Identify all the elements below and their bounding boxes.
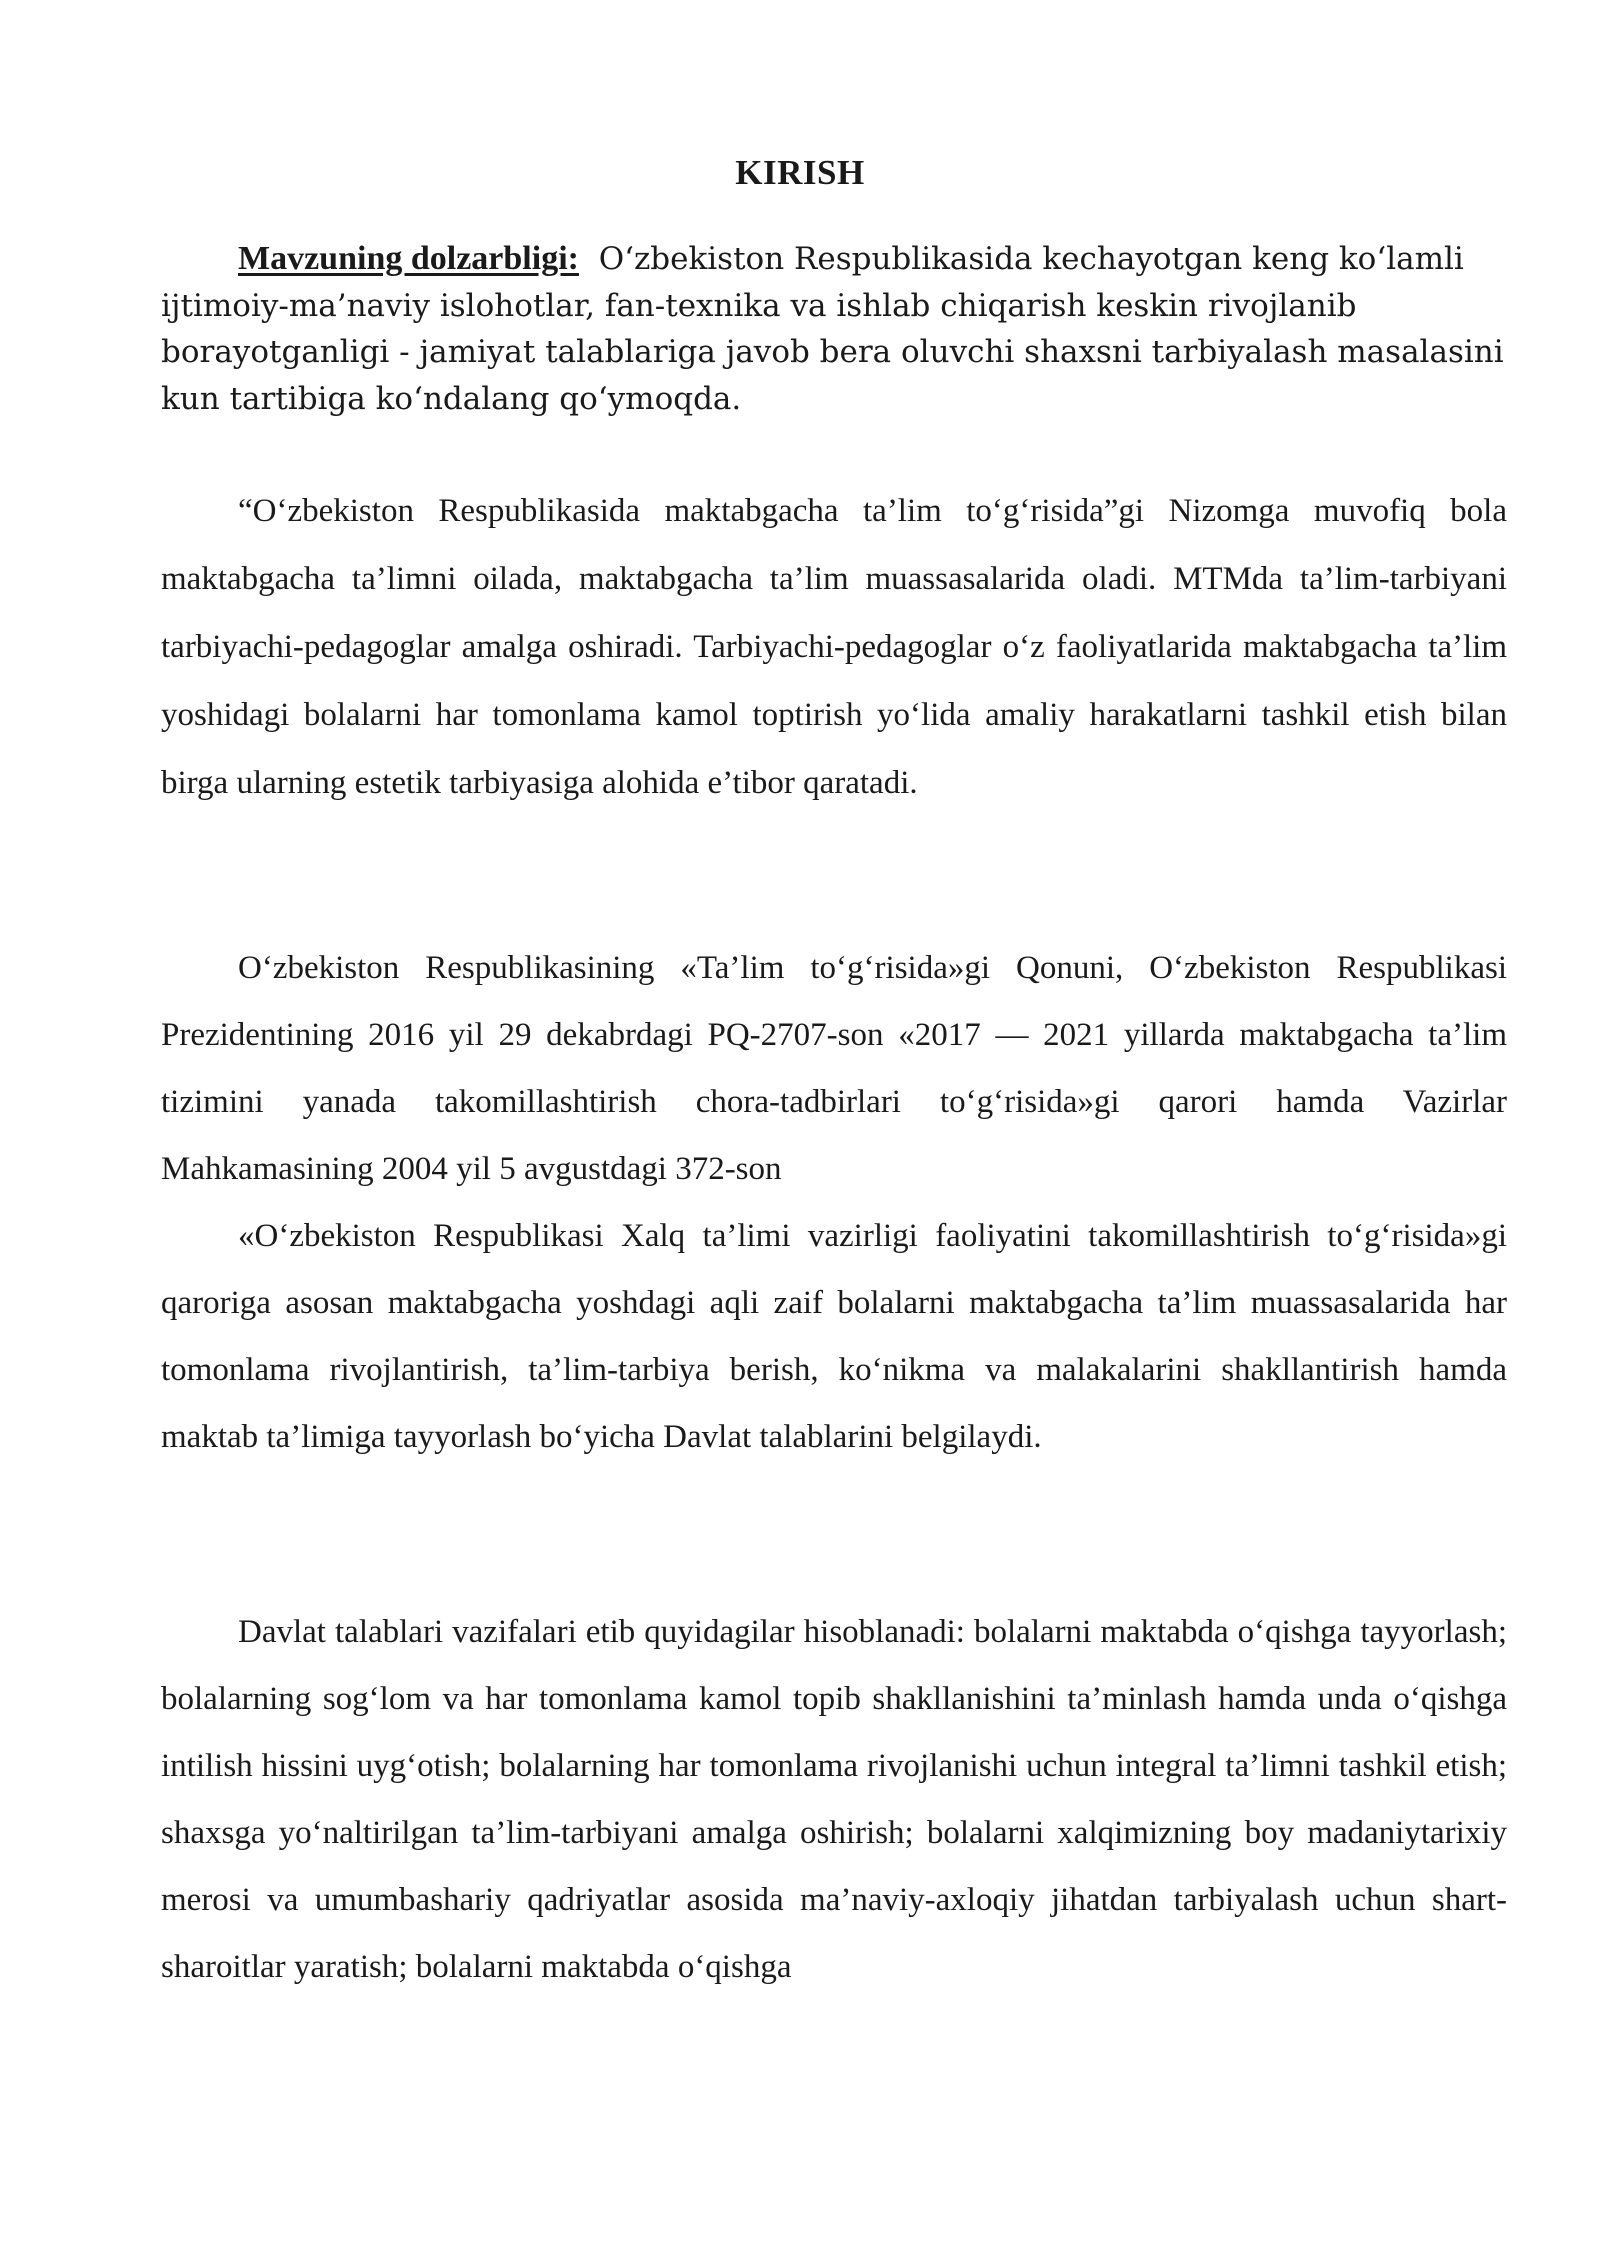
paragraph-text: Davlat talablari vazifalari etib quyidagilar hisoblanadi: bolalarni maktabda o‘qishga tayyorlash; bolalarning sog‘lom va har tomonlama kamol topib shakllanishini ta’minlash hamda unda o‘qishga intilish hissini uyg‘otish; bolalarning har tomonlama rivojlanishi uchun integral ta’limni tashkil etish; shaxsga yo‘naltirilgan ta’lim-tarbiyani amalga oshirish; bolalarni xalqimizning boy madaniytarixiy merosi va umumbashariy qadriyatlar asosida ma’naviy-axloqiy jihatdan tarbiyalash uchun shart-sharoitlar yaratish; bolalarni maktabda o‘qishga — [161, 1614, 1507, 1985]
paragraph-text: O‘zbekiston Respublikasining «Ta’lim to‘g‘risida»gi Qonuni, O‘zbekiston Respublikasi Prezidentining 2016 yil 29 dekabrdagi PQ-2707-son «2017 — 2021 yillarda maktabgacha ta’lim tizimini yanada takomillashtirish chora-tadbirlari to‘g‘risida»gi qarori hamda Vazirlar Mahkamasining 2004 yil 5 avgustdagi 372-son — [161, 950, 1507, 1187]
paragraph-text: “O‘zbekiston Respublikasida maktabgacha ta’lim to‘g‘risida”gi Nizomga muvofiq bola maktabgacha ta’limni oilada, maktabgacha ta’lim muassasalarida oladi. MTMda ta’lim-tarbiyani tarbiyachi-pedagoglar amalga oshiradi. Tarbiyachi-pedagoglar o‘z faoliyatlarida maktabgacha ta’lim yoshidagi bolalarni har tomonlama kamol toptirish yo‘lida amaliy harakatlarni tashkil etish bilan birga ularning estetik tarbiyasiga alohida e’tibor qaratadi. — [161, 493, 1507, 801]
paragraph-nizom — [161, 477, 1507, 817]
paragraph-text: «O‘zbekiston Respublikasi Xalq ta’limi vazirligi faoliyatini takomillashtirish to‘g‘risida»gi qaroriga asosan maktabgacha yoshdagi aqli zaif bolalarni maktabgacha ta’lim muassasalarida har tomonlama rivojlantirish, ta’lim-tarbiya berish, ko‘nikma va malakalarini shakllantirish hamda maktab ta’limiga tayyorlash bo‘yicha Davlat talablarini belgilaydi. — [161, 1218, 1507, 1455]
paragraph-text: O‘zbekiston Respublikasida kechayotgan keng ko‘lamli ijtimoiy-ma’naviy islohotlar, fan-texnika va ishlab chiqarish keskin rivojlanib borayotganligi - jamiyat talablariga javob bera oluvchi shaxsni tarbiyalash masalasini kun tartibiga ko‘ndalang qo‘ymoqda. — [161, 241, 1504, 417]
paragraph-ministry-resolution — [161, 1203, 1507, 1471]
paragraph-legal-basis — [161, 935, 1507, 1203]
document-title: KIRISH — [735, 153, 865, 192]
paragraph-state-requirements — [161, 1599, 1507, 2001]
paragraph-lead-heading: Mavzuning dolzarbligi: — [238, 240, 579, 277]
paragraph-relevance — [161, 236, 1507, 422]
